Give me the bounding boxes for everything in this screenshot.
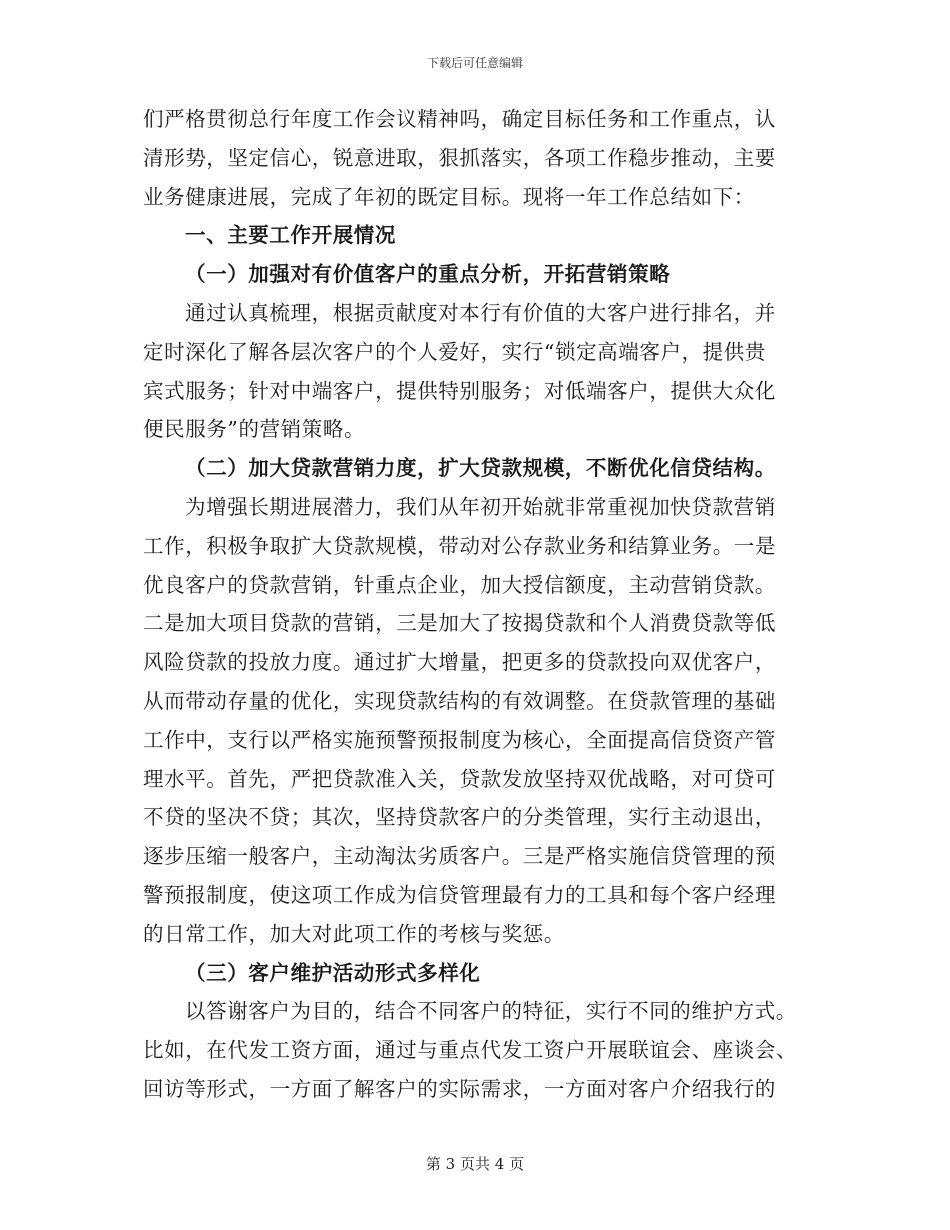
section-heading-line: （二）加大贷款营销力度，扩大贷款规模，不断优化信贷结构。 bbox=[185, 456, 776, 481]
body-text-line: 警预报制度，使这项工作成为信贷管理最有力的工具和每个客户经理 bbox=[143, 882, 776, 907]
body-text-line: 便民服务”的营销策略。 bbox=[143, 417, 366, 442]
body-text-line: 二是加大项目贷款的营销，三是加大了按揭贷款和个人消费贷款等低 bbox=[143, 611, 776, 636]
document-body bbox=[143, 100, 803, 1109]
body-text-line: 宾式服务；针对中端客户，提供特别服务；对低端客户，提供大众化 bbox=[143, 378, 776, 403]
body-text-line: 以答谢客户为目的，结合不同客户的特征，实行不同的维护方式。 bbox=[185, 999, 797, 1024]
page-header: 下载后可任意编辑 bbox=[426, 56, 523, 70]
body-text-line: 的日常工作，加大对此项工作的考核与奖惩。 bbox=[143, 921, 565, 946]
body-text-line: 工作中，支行以严格实施预警预报制度为核心，全面提高信贷资产管 bbox=[143, 727, 776, 752]
body-text-line: 回访等形式，一方面了解客户的实际需求，一方面对客户介绍我行的 bbox=[143, 1076, 776, 1101]
section-heading-line: 一、主要工作开展情况 bbox=[185, 223, 396, 248]
body-text-line: 理水平。首先，严把贷款准入关，贷款发放坚持双优战略，对可贷可 bbox=[143, 766, 776, 791]
section-heading-line: （三）客户维护活动形式多样化 bbox=[185, 960, 481, 985]
body-text-line: 为增强长期进展潜力，我们从年初开始就非常重视加快贷款营销 bbox=[185, 494, 776, 519]
body-text-line: 们严格贯彻总行年度工作会议精神吗，确定目标任务和工作重点，认 bbox=[143, 107, 776, 131]
body-text-line: 业务健康进展，完成了年初的既定目标。现将一年工作总结如下： bbox=[143, 184, 755, 209]
body-text-line: 风险贷款的投放力度。通过扩大增量，把更多的贷款投向双优客户， bbox=[143, 650, 776, 675]
body-text-line: 通过认真梳理，根据贡献度对本行有价值的大客户进行排名，并 bbox=[185, 300, 776, 325]
body-text-line: 从而带动存量的优化，实现贷款结构的有效调整。在贷款管理的基础 bbox=[143, 688, 776, 713]
body-text-line: 不贷的坚决不贷；其次，坚持贷款客户的分类管理，实行主动退出， bbox=[143, 805, 776, 830]
page-footer: 第 3 页共 4 页 bbox=[425, 1155, 525, 1173]
body-text-line: 优良客户的贷款营销，针重点企业，加大授信额度，主动营销贷款。 bbox=[143, 572, 776, 597]
body-text-line: 工作，积极争取扩大贷款规模，带动对公存款业务和结算业务。一是 bbox=[143, 533, 776, 558]
body-text-line: 比如，在代发工资方面，通过与重点代发工资户开展联谊会、座谈会、 bbox=[143, 1038, 798, 1063]
body-text-line: 定时深化了解各层次客户的个人爱好，实行“锁定高端客户，提供贵 bbox=[143, 339, 766, 364]
section-heading-line: （一）加强对有价值客户的重点分析，开拓营销策略 bbox=[185, 262, 671, 287]
body-text-line: 清形势，坚定信心，锐意进取，狠抓落实，各项工作稳步推动，主要 bbox=[143, 145, 776, 170]
body-text-line: 逐步压缩一般客户，主动淘汰劣质客户。三是严格实施信贷管理的预 bbox=[143, 844, 776, 869]
